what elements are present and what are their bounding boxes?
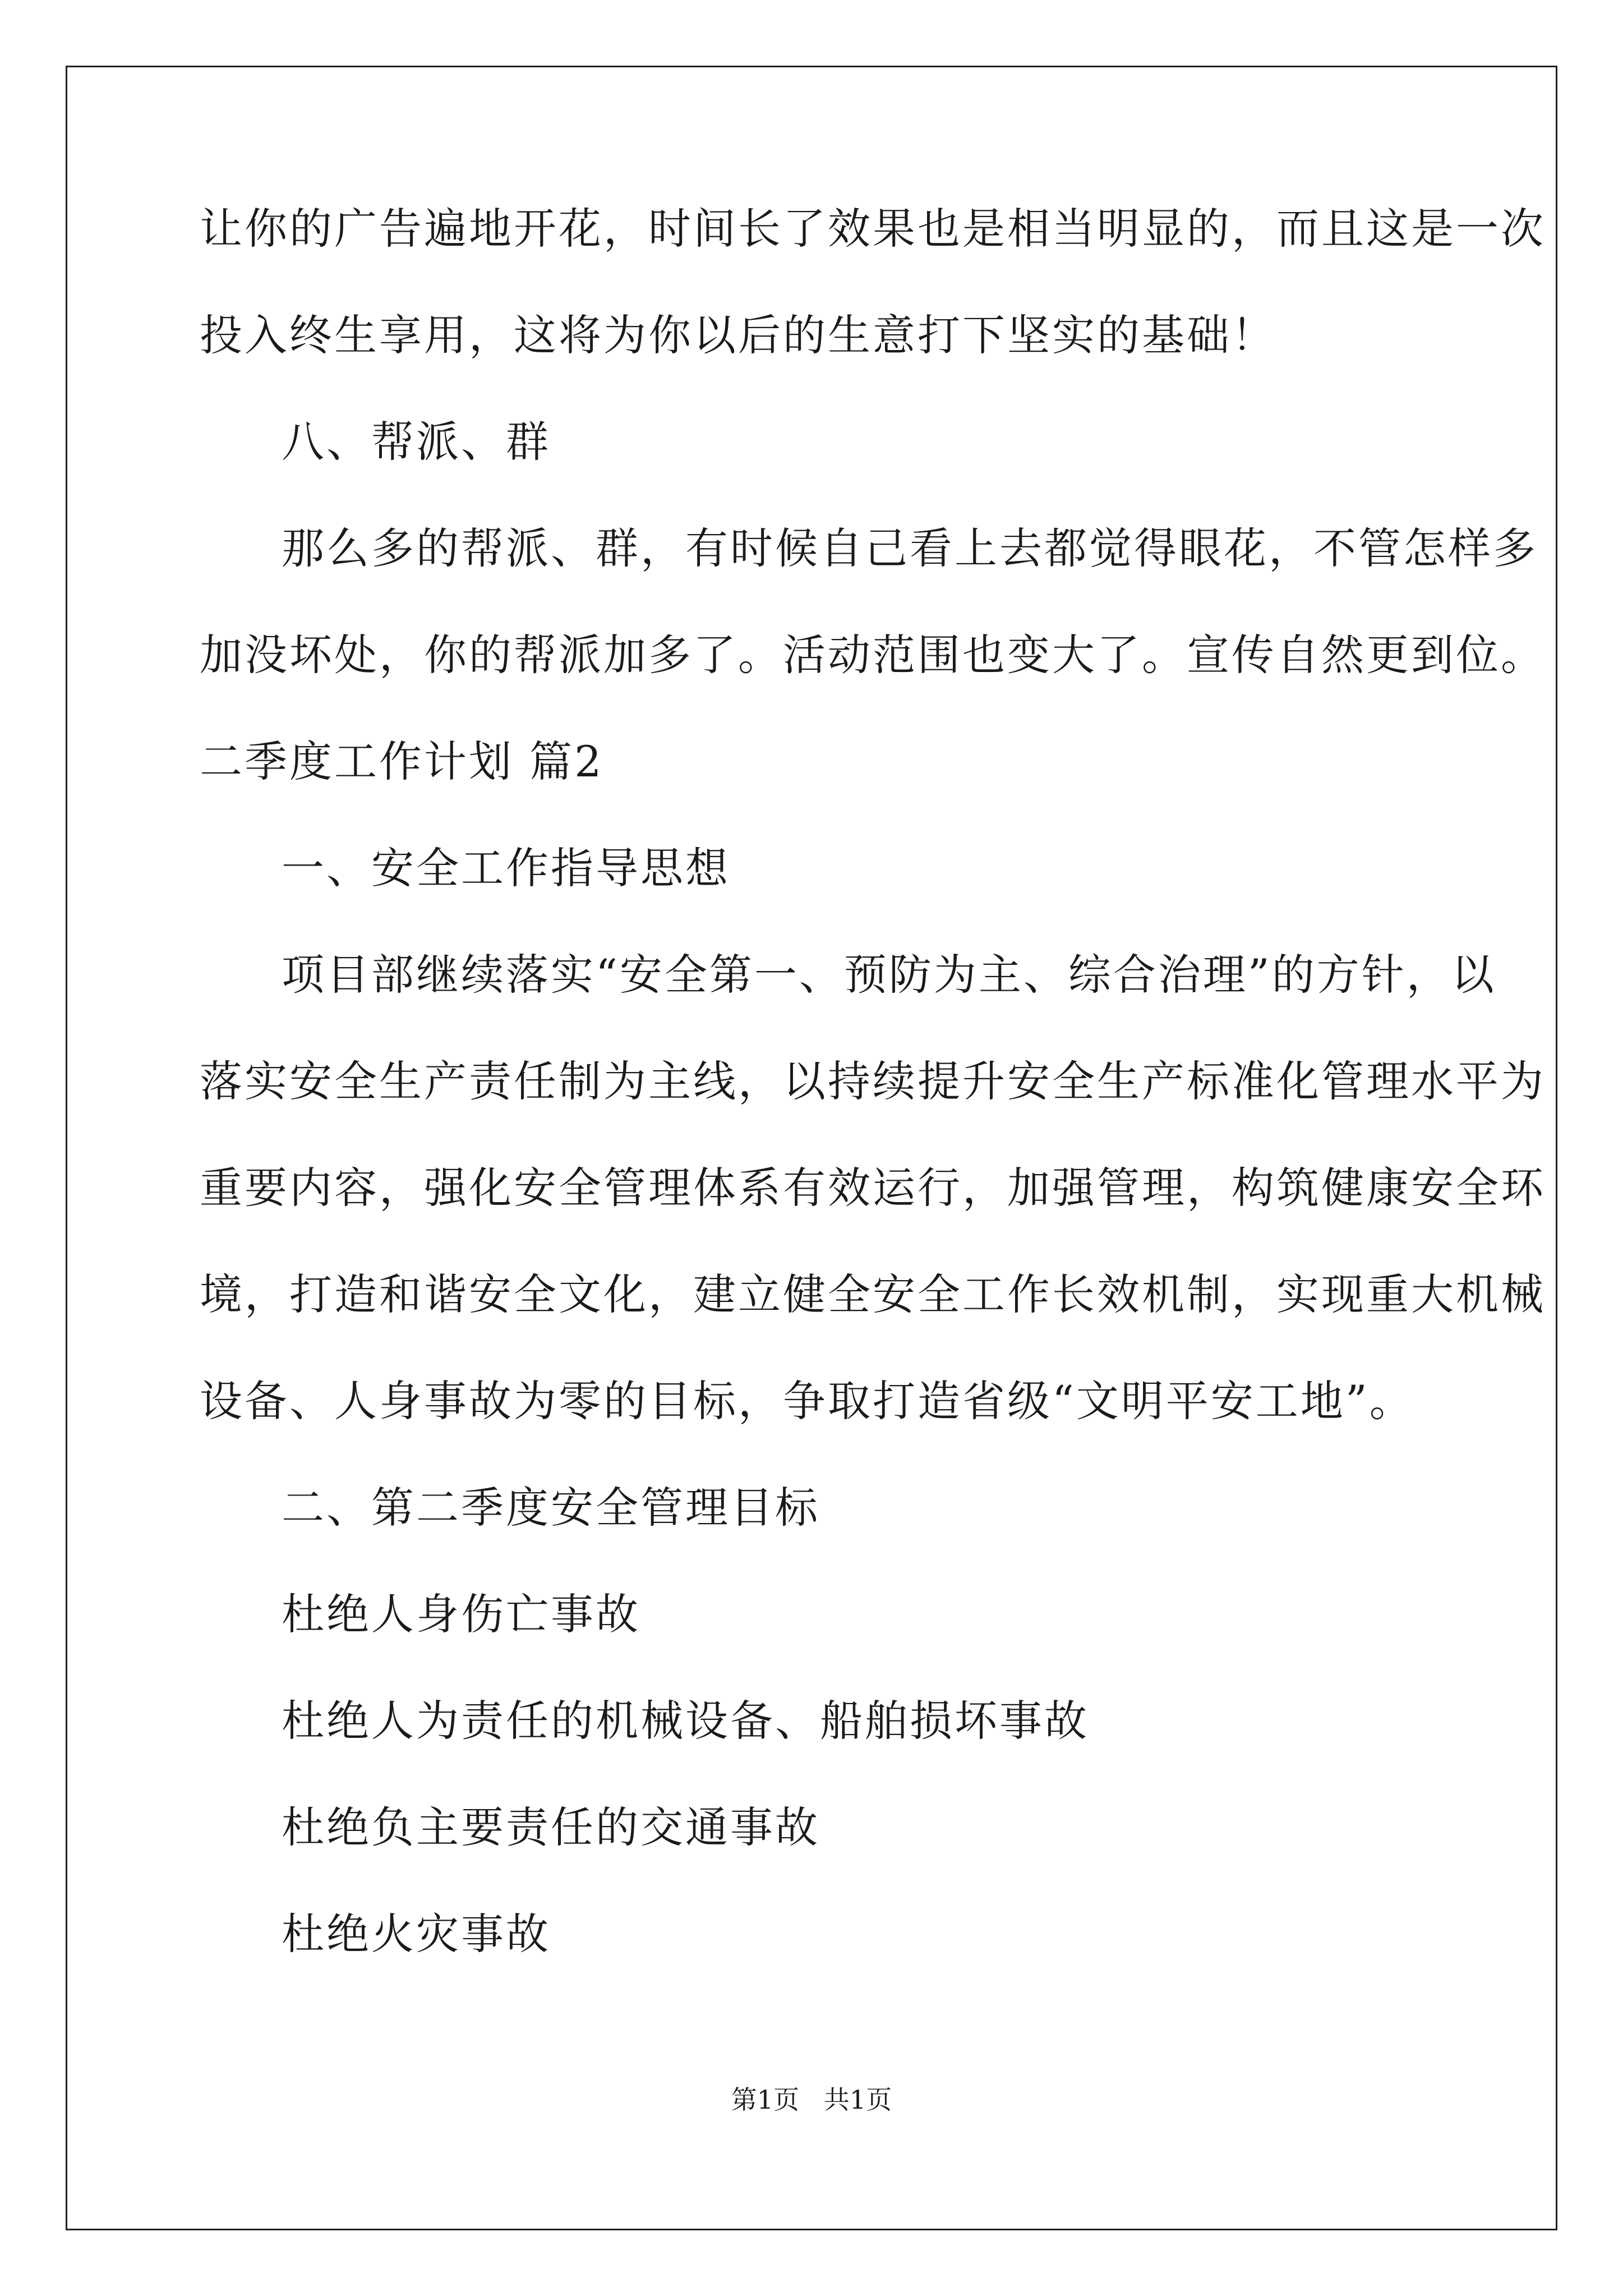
paragraph-line: 加没坏处，你的帮派加多了。活动范围也变大了。宣传自然更到位。 [200, 630, 1546, 680]
list-item: 杜绝火灾事故 [282, 1909, 551, 1959]
paragraph-line: 落实安全生产责任制为主线，以持续提升安全生产标准化管理水平为 [200, 1056, 1546, 1106]
paragraph-line: 境，打造和谐安全文化，建立健全安全工作长效机制，实现重大机械 [200, 1269, 1546, 1319]
paragraph-line: 设备、人身事故为零的目标，争取打造省级“文明平安工地”。 [200, 1376, 1414, 1426]
paragraph-line: 项目部继续落实“安全第一、预防为主、综合治理”的方针，以 [282, 950, 1496, 1000]
paragraph-line: 投入终生享用，这将为你以后的生意打下坚实的基础！ [200, 310, 1276, 360]
article-title: 二季度工作计划 篇2 [200, 737, 604, 786]
section-heading: 八、帮派、群 [282, 417, 551, 467]
section-heading: 一、安全工作指导思想 [282, 843, 730, 893]
document-body [200, 202, 1546, 2014]
paragraph-line: 那么多的帮派、群，有时候自己看上去都觉得眼花，不管怎样多 [282, 523, 1538, 573]
page-number-footer: 第1页 共1页 [731, 2085, 892, 2115]
section-heading: 二、第二季度安全管理目标 [282, 1483, 820, 1533]
paragraph-line: 让你的广告遍地开花，时间长了效果也是相当明显的，而且这是一次 [200, 204, 1546, 254]
list-item: 杜绝人身伤亡事故 [282, 1589, 640, 1639]
list-item: 杜绝人为责任的机械设备、船舶损坏事故 [282, 1696, 1089, 1746]
list-item: 杜绝负主要责任的交通事故 [282, 1802, 820, 1852]
paragraph-line: 重要内容，强化安全管理体系有效运行，加强管理，构筑健康安全环 [200, 1163, 1546, 1213]
